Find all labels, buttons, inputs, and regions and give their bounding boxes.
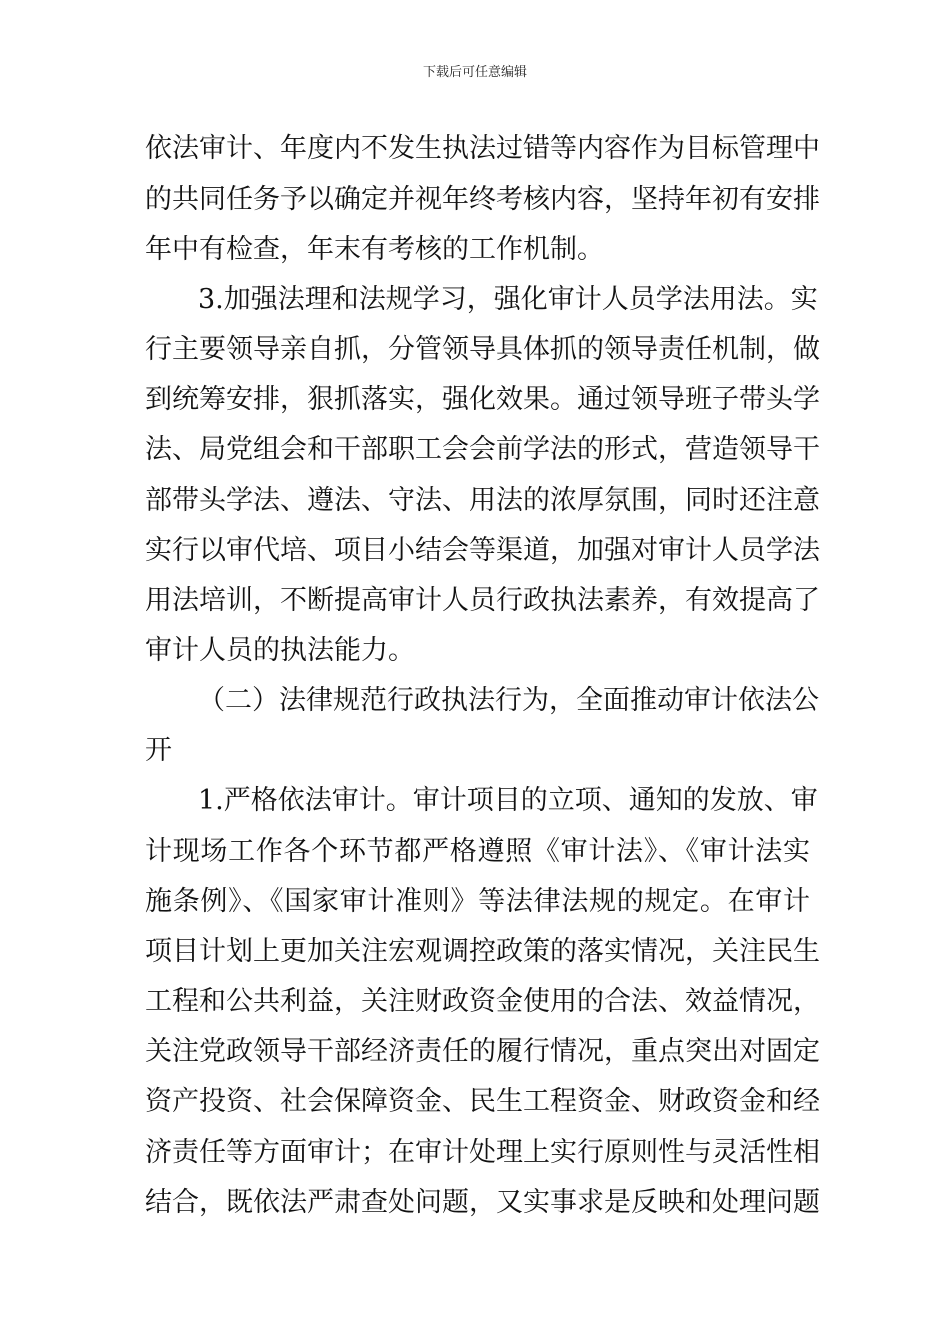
text-line: 关注党政领导干部经济责任的履行情况，重点突出对固定 <box>145 1036 820 1067</box>
text-line: 资产投资、社会保障资金、民生工程资金、财政资金和经 <box>145 1086 820 1117</box>
text-line: 计现场工作各个环节都严格遵照《审计法》、《审计法实 <box>145 836 810 867</box>
text-line: 的共同任务予以确定并视年终考核内容，坚持年初有安排 <box>145 184 820 215</box>
section-heading: （二）法律规范行政执法行为，全面推动审计依法公 <box>198 685 819 716</box>
text-line: 实行以审代培、项目小结会等渠道，加强对审计人员学法 <box>145 535 820 566</box>
text-line: 工程和公共利益，关注财政资金使用的合法、效益情况， <box>145 986 820 1017</box>
text-line: 1.严格依法审计。审计项目的立项、通知的发放、审 <box>198 785 818 816</box>
text-line: 年中有检查，年末有考核的工作机制。 <box>145 234 604 265</box>
text-line: 济责任等方面审计；在审计处理上实行原则性与灵活性相 <box>145 1137 820 1168</box>
text-line: 审计人员的执法能力。 <box>145 635 415 666</box>
text-line: 用法培训，不断提高审计人员行政执法素养，有效提高了 <box>145 585 820 616</box>
text-line: 3.加强法理和法规学习，强化审计人员学法用法。实 <box>198 284 818 315</box>
text-line: 施条例》、《国家审计准则》等法律法规的规定。在审计 <box>145 886 810 917</box>
section-heading: 开 <box>145 735 172 766</box>
text-line: 部带头学法、遵法、守法、用法的浓厚氛围，同时还注意 <box>145 485 820 516</box>
text-line: 到统筹安排，狠抓落实，强化效果。通过领导班子带头学 <box>145 384 820 415</box>
text-line: 结合，既依法严肃查处问题，又实事求是反映和处理问题 <box>145 1187 820 1218</box>
text-line: 依法审计、年度内不发生执法过错等内容作为目标管理中 <box>145 133 820 164</box>
text-line: 项目计划上更加关注宏观调控政策的落实情况，关注民生 <box>145 936 820 967</box>
text-line: 行主要领导亲自抓，分管领导具体抓的领导责任机制，做 <box>145 334 820 365</box>
text-line: 法、局党组会和干部职工会会前学法的形式，营造领导干 <box>145 434 820 465</box>
page-header: 下载后可任意编辑 <box>422 65 527 80</box>
